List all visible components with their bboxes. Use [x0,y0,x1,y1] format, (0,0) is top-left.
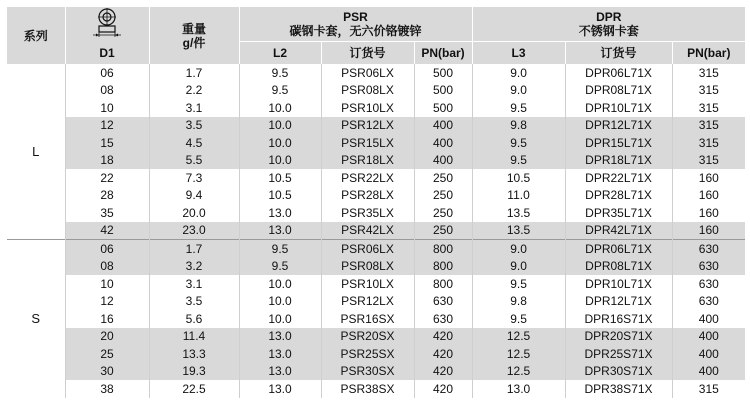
dpr-pn-cell: 315 [672,134,745,152]
weight-cell: 9.4 [149,187,239,205]
dpr-pn-cell: 400 [672,345,745,363]
l3-cell: 11.0 [472,187,565,205]
dpr-order-header: 订货号 [565,42,672,65]
psr-order-cell: PSR06LX [321,64,414,82]
l3-cell: 9.5 [472,134,565,152]
psr-order-cell: PSR12LX [321,293,414,311]
d1-cell: 10 [65,275,149,293]
psr-pn-cell: 400 [414,117,472,135]
psr-pn-cell: 250 [414,204,472,222]
table-row [7,363,745,381]
series-header: 系列 [7,7,65,64]
dpr-order-cell: DPR20S71X [565,328,672,346]
psr-pn-cell: 800 [414,258,472,276]
psr-order-cell: PSR15LX [321,134,414,152]
psr-order-cell: PSR08LX [321,82,414,100]
dpr-pn-header: PN(bar) [672,42,745,65]
psr-pn-cell: 250 [414,222,472,240]
psr-order-cell: PSR22LX [321,169,414,187]
dpr-order-cell: DPR22L71X [565,169,672,187]
weight-cell: 20.0 [149,204,239,222]
d1-cell: 10 [65,99,149,117]
dpr-order-cell: DPR42L71X [565,222,672,240]
l3-cell: 9.5 [472,275,565,293]
dpr-pn-cell: 160 [672,169,745,187]
psr-pn-cell: 420 [414,363,472,381]
l3-cell: 9.8 [472,117,565,135]
table-row [7,328,745,346]
weight-cell: 1.7 [149,64,239,82]
series-label: L [7,64,65,240]
dpr-order-cell: DPR38S71X [565,380,672,398]
weight-cell: 1.7 [149,240,239,258]
d1-cell: 30 [65,363,149,381]
dpr-order-cell: DPR12L71X [565,293,672,311]
table-row [7,204,745,222]
psr-order-cell: PSR08LX [321,258,414,276]
psr-order-cell: PSR25SX [321,345,414,363]
d1-cell: 22 [65,169,149,187]
psr-order-cell: PSR10LX [321,275,414,293]
d1-cell: 20 [65,328,149,346]
l2-cell: 13.0 [239,222,321,240]
d1-cell: 18 [65,152,149,170]
dpr-order-cell: DPR28L71X [565,187,672,205]
psr-pn-cell: 800 [414,275,472,293]
l2-cell: 13.0 [239,345,321,363]
table-row [7,275,745,293]
table-row [7,134,745,152]
l2-cell: 9.5 [239,258,321,276]
table-row [7,64,745,82]
dpr-pn-cell: 315 [672,117,745,135]
weight-cell: 3.5 [149,293,239,311]
l3-cell: 10.5 [472,169,565,187]
l2-cell: 13.0 [239,363,321,381]
table-row [7,380,745,398]
dpr-pn-cell: 160 [672,204,745,222]
table-row [7,258,745,276]
psr-group-header [239,7,472,42]
l3-cell: 9.0 [472,82,565,100]
dpr-pn-cell: 630 [672,293,745,311]
l3-cell: 9.5 [472,99,565,117]
weight-cell: 23.0 [149,222,239,240]
psr-pn-cell: 630 [414,310,472,328]
table-row [7,82,745,100]
d1-cell: 28 [65,187,149,205]
d1-cell: 35 [65,204,149,222]
weight-cell: 22.5 [149,380,239,398]
dpr-order-cell: DPR25S71X [565,345,672,363]
dpr-title: DPR [596,10,622,24]
weight-cell: 19.3 [149,363,239,381]
psr-order-cell: PSR42LX [321,222,414,240]
l2-cell: 10.0 [239,293,321,311]
psr-pn-cell: 630 [414,293,472,311]
psr-order-cell: PSR10LX [321,99,414,117]
dpr-order-cell: DPR06L71X [565,64,672,82]
l3-cell: 9.5 [472,310,565,328]
dpr-pn-cell: 630 [672,275,745,293]
weight-cell: 5.6 [149,310,239,328]
psr-pn-cell: 420 [414,345,472,363]
dpr-pn-cell: 630 [672,240,745,258]
weight-cell: 3.2 [149,258,239,276]
dpr-order-cell: DPR12L71X [565,117,672,135]
d1-cell: 16 [65,310,149,328]
table-row [7,345,745,363]
psr-pn-cell: 400 [414,134,472,152]
weight-cell: 11.4 [149,328,239,346]
dpr-pn-cell: 315 [672,380,745,398]
l3-cell: 9.8 [472,293,565,311]
dpr-order-cell: DPR15L71X [565,134,672,152]
d1-cell: 08 [65,258,149,276]
l3-cell: 12.5 [472,363,565,381]
l2-cell: 10.0 [239,99,321,117]
d1-cell: 12 [65,293,149,311]
table-row [7,310,745,328]
weight-cell: 3.1 [149,275,239,293]
l3-cell: 13.0 [472,380,565,398]
dpr-order-cell: DPR06L71X [565,240,672,258]
table-row [7,117,745,135]
dpr-pn-cell: 315 [672,152,745,170]
l3-cell: 9.0 [472,258,565,276]
l2-cell: 13.0 [239,328,321,346]
l2-cell: 10.5 [239,187,321,205]
psr-pn-cell: 500 [414,99,472,117]
psr-pn-cell: 800 [414,240,472,258]
table-row [7,99,745,117]
spec-table [7,7,745,398]
d1-header: D1 [65,42,149,65]
weight-unit: g/件 [182,35,206,50]
d1-cell: 15 [65,134,149,152]
psr-subtitle: 碳钢卡套，无六价铬镀锌 [289,24,422,38]
weight-cell: 4.5 [149,134,239,152]
l2-cell: 13.0 [239,380,321,398]
d1-cell: 38 [65,380,149,398]
psr-pn-cell: 500 [414,82,472,100]
l3-cell: 9.5 [472,152,565,170]
dpr-order-cell: DPR10L71X [565,275,672,293]
psr-order-cell: PSR38SX [321,380,414,398]
dpr-order-cell: DPR16S71X [565,310,672,328]
l2-header: L2 [239,42,321,65]
psr-order-cell: PSR30SX [321,363,414,381]
dpr-pn-cell: 315 [672,82,745,100]
weight-header [149,7,239,64]
psr-pn-cell: 420 [414,328,472,346]
table-row [7,187,745,205]
psr-pn-header: PN(bar) [414,42,472,65]
l3-cell: 9.0 [472,64,565,82]
fitting-icon [87,8,127,38]
psr-order-cell: PSR35LX [321,204,414,222]
dpr-pn-cell: 315 [672,99,745,117]
psr-order-cell: PSR12LX [321,117,414,135]
l2-cell: 10.0 [239,117,321,135]
fitting-diagram [65,7,149,42]
weight-cell: 5.5 [149,152,239,170]
psr-pn-cell: 250 [414,187,472,205]
psr-pn-cell: 250 [414,169,472,187]
l3-header: L3 [472,42,565,65]
l3-cell: 9.0 [472,240,565,258]
l3-cell: 12.5 [472,328,565,346]
table-row [7,240,745,258]
l2-cell: 10.0 [239,152,321,170]
d1-cell: 06 [65,240,149,258]
l3-cell: 13.5 [472,204,565,222]
psr-order-cell: PSR16SX [321,310,414,328]
l3-cell: 13.5 [472,222,565,240]
weight-cell: 3.5 [149,117,239,135]
dpr-order-cell: DPR35L71X [565,204,672,222]
l2-cell: 9.5 [239,64,321,82]
header-row-1 [7,7,745,42]
dpr-order-cell: DPR18L71X [565,152,672,170]
d1-cell: 06 [65,64,149,82]
psr-order-cell: PSR20SX [321,328,414,346]
d1-cell: 42 [65,222,149,240]
weight-cell: 13.3 [149,345,239,363]
table-row [7,293,745,311]
dpr-order-cell: DPR08L71X [565,258,672,276]
psr-order-cell: PSR06LX [321,240,414,258]
d1-cell: 08 [65,82,149,100]
header-row-2 [7,42,745,65]
table-row [7,222,745,240]
dpr-pn-cell: 315 [672,64,745,82]
weight-cell: 3.1 [149,99,239,117]
dpr-pn-cell: 160 [672,187,745,205]
d1-cell: 25 [65,345,149,363]
l2-cell: 9.5 [239,240,321,258]
series-label: S [7,240,65,398]
l3-cell: 12.5 [472,345,565,363]
dpr-order-cell: DPR30S71X [565,363,672,381]
psr-title: PSR [343,10,368,24]
dpr-pn-cell: 160 [672,222,745,240]
psr-order-header: 订货号 [321,42,414,65]
table-body [7,64,745,398]
dpr-group-header [472,7,745,42]
l2-cell: 9.5 [239,82,321,100]
l2-cell: 13.0 [239,204,321,222]
l2-cell: 10.0 [239,134,321,152]
psr-pn-cell: 500 [414,64,472,82]
dpr-order-cell: DPR10L71X [565,99,672,117]
dpr-pn-cell: 630 [672,258,745,276]
psr-pn-cell: 400 [414,152,472,170]
psr-order-cell: PSR28LX [321,187,414,205]
psr-pn-cell: 420 [414,380,472,398]
psr-order-cell: PSR18LX [321,152,414,170]
dpr-pn-cell: 400 [672,363,745,381]
dpr-subtitle: 不锈钢卡套 [578,24,639,38]
l2-cell: 10.0 [239,275,321,293]
spec-table-container [7,7,745,405]
dpr-order-cell: DPR08L71X [565,82,672,100]
l2-cell: 10.5 [239,169,321,187]
dpr-pn-cell: 400 [672,328,745,346]
table-row [7,152,745,170]
weight-cell: 2.2 [149,82,239,100]
dpr-pn-cell: 400 [672,310,745,328]
weight-label: 重量 [181,21,206,36]
weight-cell: 7.3 [149,169,239,187]
table-row [7,169,745,187]
d1-cell: 12 [65,117,149,135]
l2-cell: 10.0 [239,310,321,328]
